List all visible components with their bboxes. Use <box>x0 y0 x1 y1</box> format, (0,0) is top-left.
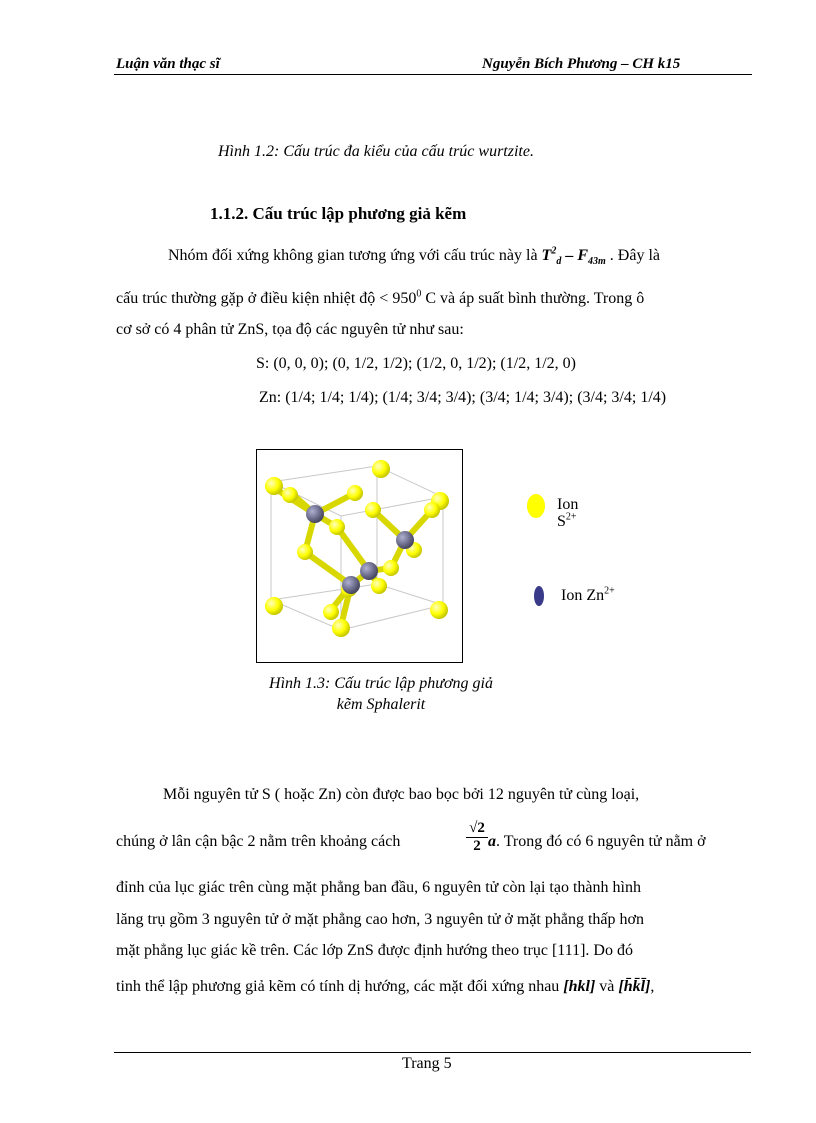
sulfur-legend-icon <box>526 493 546 519</box>
zinc-legend-icon <box>533 585 545 607</box>
header-divider <box>114 74 752 75</box>
plane-hkl-bar: [h̄k̄l̄] <box>618 978 651 995</box>
figure-1-2-caption: Hình 1.2: Cấu trúc đa kiểu của cấu trúc wurtzite. <box>218 143 534 160</box>
para1-line1-text: Nhóm đối xứng không gian tương ứng với cấu trúc này là <box>168 247 538 264</box>
figure-1-3-caption <box>246 673 516 715</box>
para1-line3: cơ sở có 4 phân tử ZnS, tọa độ các nguyên tử như sau: <box>116 321 464 338</box>
header-right-author: Nguyễn Bích Phương – CH k15 <box>482 56 681 72</box>
page-number: Trang 5 <box>402 1055 452 1072</box>
para1-line1 <box>168 246 748 266</box>
section-title: 1.1.2. Cấu trúc lập phương giả kẽm <box>210 204 467 223</box>
zn-coordinates: Zn: (1/4; 1/4; 1/4); (1/4; 3/4; 3/4); (3/4; 1/4; 3/4); (3/4; 3/4; 1/4) <box>259 389 667 406</box>
s-coordinates: S: (0, 0, 0); (0, 1/2, 1/2); (1/2, 0, 1/2); (1/2, 1/2, 0) <box>256 355 576 372</box>
header-left-title: Luận văn thạc sĩ <box>116 56 220 72</box>
bonds <box>271 486 432 626</box>
footer-divider <box>114 1052 751 1053</box>
para2-line2-start: chúng ở lân cận bậc 2 nằm trên khoảng cách <box>116 833 401 850</box>
para1-line1-end: . Đây là <box>609 247 660 264</box>
para2-line5: mặt phẳng lục giác kề trên. Các lớp ZnS được định hướng theo trục [111]. Do đó <box>116 942 633 959</box>
plane-hkl: [hkl] <box>563 978 596 995</box>
para1-line2: cấu trúc thường gặp ở điều kiện nhiệt độ < $950^0$ C và áp suất bình thường. Trong ô <box>116 288 645 307</box>
para2-line2-end: a. Trong đó có 6 nguyên tử nằm ở <box>488 833 706 850</box>
figure-1-3-caption-line1: Hình 1.3: Cấu trúc lập phương giả <box>269 675 493 692</box>
figure-1-3-caption-line2: kẽm Sphalerit <box>336 696 426 713</box>
para2-line1: Mỗi nguyên tử S ( hoặc Zn) còn được bao bọc bởi 12 nguyên tử cùng loại, <box>163 786 640 803</box>
para2-line4: lăng trụ gồm 3 nguyên tử ở mặt phẳng cao hơn, 3 nguyên tử ở mặt phẳng thấp hơn <box>116 911 644 928</box>
sulfur-legend-label: Ion $S^{2+}$ <box>557 496 579 530</box>
para2-line6: tinh thể lập phương giả kẽm có tính dị hướng, các mặt đối xứng nhau [hkl] và [h̄k̄l̄], <box>116 978 655 995</box>
para2-line3: đỉnh của lục giác trên cùng mặt phẳng ban đầu, 6 nguyên tử còn lại tạo thành hình <box>116 879 641 896</box>
symmetry-group-symbol: $T^2_d - F_{43m}$ <box>541 245 606 268</box>
distance-fraction: √2 2 <box>466 820 488 855</box>
sphalerite-structure-image <box>257 450 462 662</box>
zinc-legend-label: Ion $Zn^{2+}$ <box>561 585 615 604</box>
sphalerite-structure-figure <box>256 449 463 663</box>
